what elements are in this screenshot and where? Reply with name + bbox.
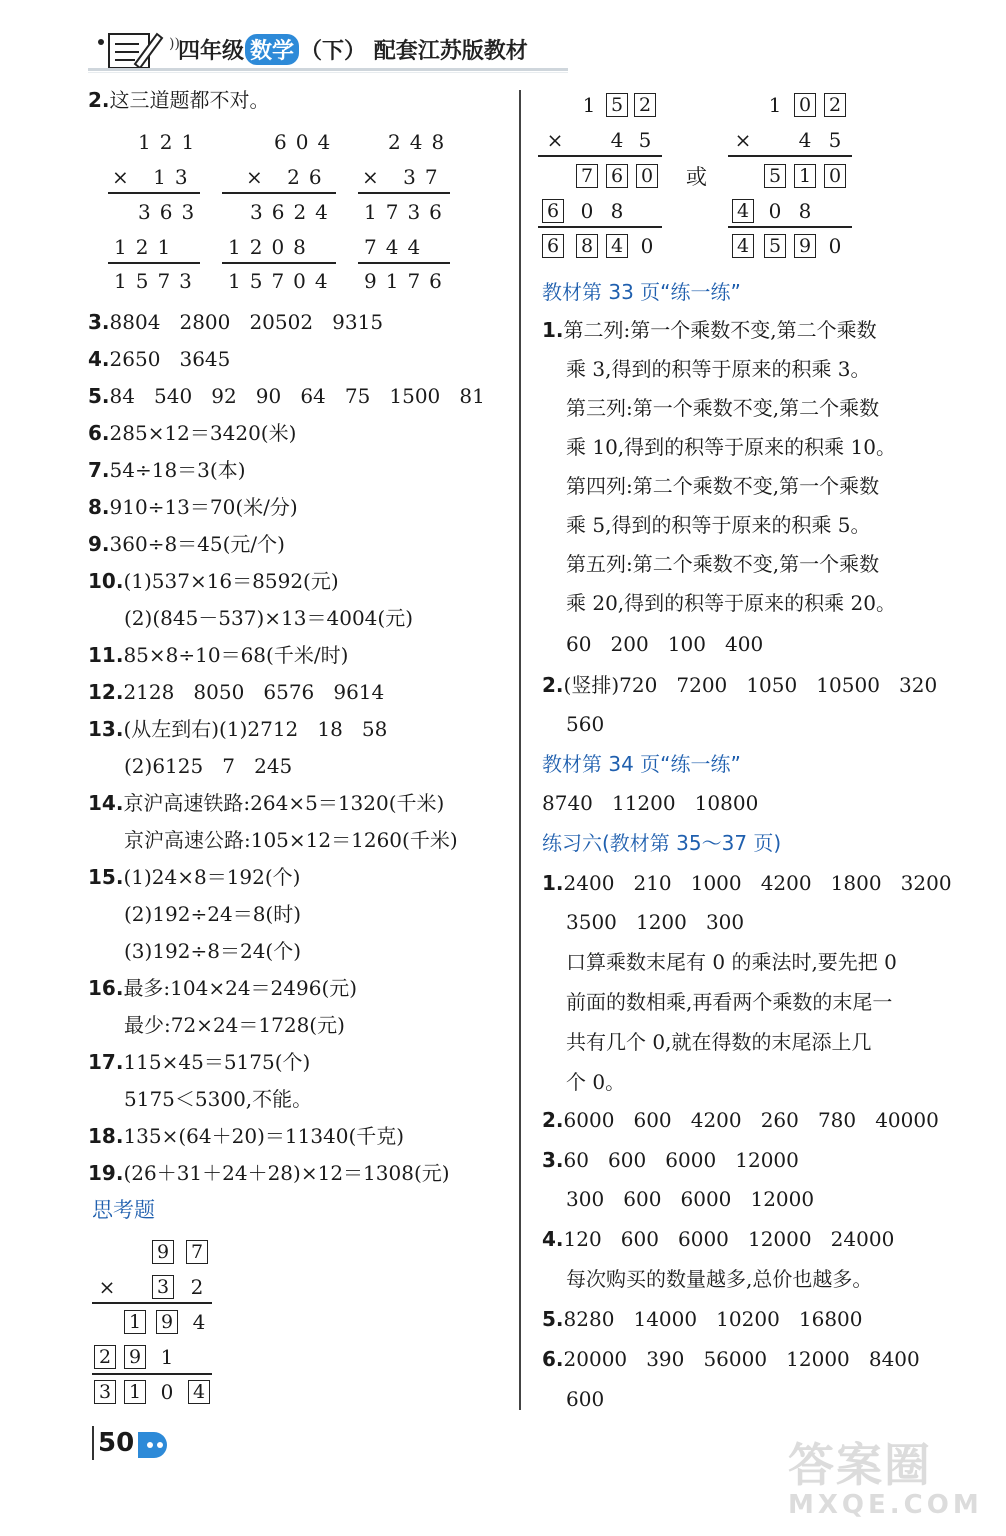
answer-line: 2.6000 600 4200 260 780 40000 xyxy=(542,1108,939,1132)
answer-line: 5.84 540 92 90 64 75 1500 81 xyxy=(88,384,485,408)
answer-line: 2.这三道题都不对。 xyxy=(88,88,270,112)
answer-line: 15.(1)24×8＝192(个) xyxy=(88,865,301,889)
answer-line: 1.第二列:第一个乘数不变,第二个乘数 xyxy=(542,318,877,342)
arrow-badge-icon xyxy=(136,1430,170,1460)
answer-line: 5.8280 14000 10200 16800 xyxy=(542,1307,863,1331)
answer-line: 300 600 6000 12000 xyxy=(566,1187,815,1211)
answer-line: 8.910÷13＝70(米/分) xyxy=(88,495,298,519)
answer-line: 乘 5,得到的积等于原来的积乘 5。 xyxy=(566,513,871,537)
answer-line: 16.最多:104×24＝2496(元) xyxy=(88,976,358,1000)
answer-line: 600 xyxy=(566,1387,605,1411)
or-label: 或 xyxy=(686,165,707,189)
section-heading: 教材第 33 页“练一练” xyxy=(542,280,741,304)
answer-line: 每次购买的数量越多,总价也越多。 xyxy=(566,1267,873,1291)
answer-line: 第三列:第一个乘数不变,第二个乘数 xyxy=(566,396,880,420)
answer-line: 13.(从左到右)(1)2712 18 58 xyxy=(88,717,388,741)
answer-line: 60 200 100 400 xyxy=(566,632,764,656)
answer-line: (3)192÷8＝24(个) xyxy=(124,939,302,963)
answer-line: 3.8804 2800 20502 9315 xyxy=(88,310,384,334)
answer-line: 4.120 600 6000 12000 24000 xyxy=(542,1227,895,1251)
section-heading: 教材第 34 页“练一练” xyxy=(542,752,741,776)
section-heading: 练习六(教材第 35～37 页) xyxy=(542,831,782,855)
answer-line: 前面的数相乘,再看两个乘数的末尾一 xyxy=(566,990,893,1014)
answer-line: 6.285×12＝3420(米) xyxy=(88,421,297,445)
answer-line: 6.20000 390 56000 12000 8400 xyxy=(542,1347,920,1371)
answer-line: (2)(845－537)×13＝4004(元) xyxy=(124,606,413,630)
answer-line: 8740 11200 10800 xyxy=(542,791,759,815)
answer-line: 2.(竖排)720 7200 1050 10500 320 xyxy=(542,673,938,697)
answer-line: 第四列:第二个乘数不变,第一个乘数 xyxy=(566,474,880,498)
answer-line: 最少:72×24＝1728(元) xyxy=(124,1013,345,1037)
header-title: 四年级 数学 （下） 配套江苏版教材 xyxy=(178,34,528,65)
answer-line: 5175＜5300,不能。 xyxy=(124,1087,313,1111)
answer-line: 14.京沪高速铁路:264×5＝1320(千米) xyxy=(88,791,445,815)
answer-line: 口算乘数末尾有 0 的乘法时,要先把 0 xyxy=(566,950,897,974)
answer-line: 12.2128 8050 6576 9614 xyxy=(88,680,385,704)
answer-line: 3.60 600 6000 12000 xyxy=(542,1148,799,1172)
answer-line: 19.(26＋31＋24＋28)×12＝1308(元) xyxy=(88,1161,450,1185)
answer-line: (2)192÷24＝8(时) xyxy=(124,902,302,926)
header-rule xyxy=(88,68,568,71)
answer-line: 第五列:第二个乘数不变,第一个乘数 xyxy=(566,552,880,576)
answer-line: 1.2400 210 1000 4200 1800 3200 xyxy=(542,871,952,895)
answer-line: 17.115×45＝5175(个) xyxy=(88,1050,311,1074)
watermark: 答案圈 MXQE.COM xyxy=(788,1438,983,1520)
answer-line: 3500 1200 300 xyxy=(566,910,745,934)
section-thinking: 思考题 xyxy=(92,1198,155,1222)
subject-badge: 数学 xyxy=(245,34,299,65)
answer-line: 乘 20,得到的积等于原来的积乘 20。 xyxy=(566,591,896,615)
answer-line: (2)6125 7 245 xyxy=(124,754,293,778)
answer-line: 10.(1)537×16＝8592(元) xyxy=(88,569,339,593)
answer-line: 乘 3,得到的积等于原来的积乘 3。 xyxy=(566,357,871,381)
page-number: 50 xyxy=(98,1428,135,1458)
answer-line: 18.135×(64＋20)＝11340(千克) xyxy=(88,1124,405,1148)
answer-line: 560 xyxy=(566,712,605,736)
answer-line: 4.2650 3645 xyxy=(88,347,231,371)
answer-line: 个 0。 xyxy=(566,1070,626,1094)
answer-line: 乘 10,得到的积等于原来的积乘 10。 xyxy=(566,435,896,459)
answer-line: 9.360÷8＝45(元/个) xyxy=(88,532,285,556)
answer-line: 7.54÷18＝3(本) xyxy=(88,458,246,482)
answer-line: 共有几个 0,就在得数的末尾添上几 xyxy=(566,1030,872,1054)
pencil-note-icon xyxy=(95,28,165,72)
answer-line: 11.85×8÷10＝68(千米/时) xyxy=(88,643,349,667)
sound-icon: )) xyxy=(169,36,180,52)
answer-line: 京沪高速公路:105×12＝1260(千米) xyxy=(124,828,458,852)
column-divider xyxy=(519,90,521,1410)
